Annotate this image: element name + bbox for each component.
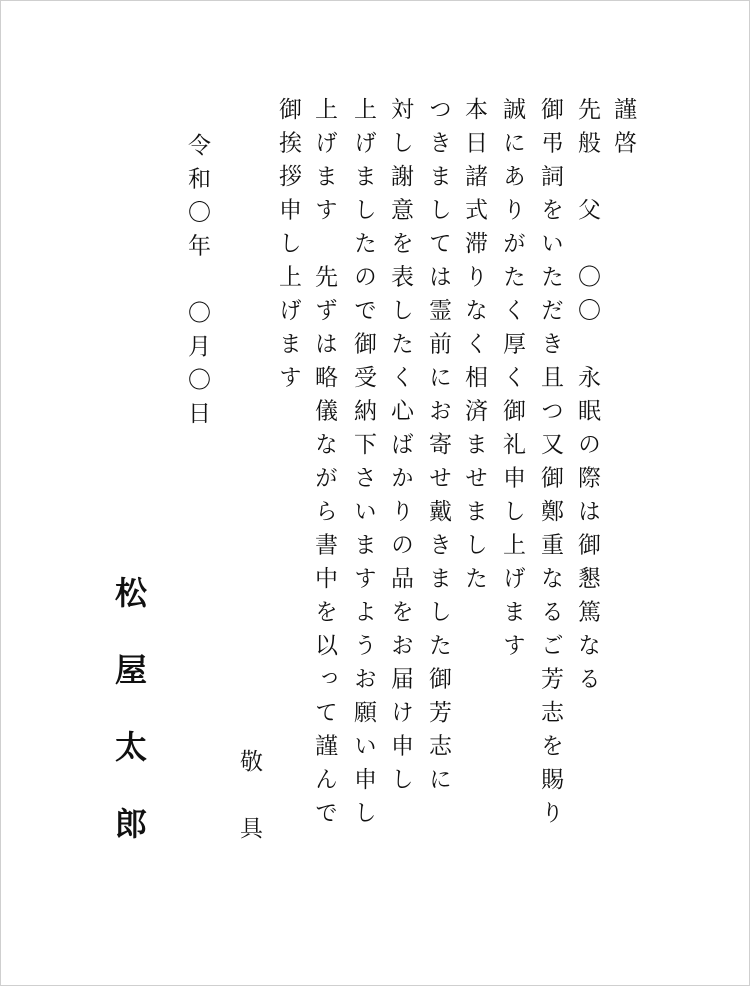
letter-line-8: 上げましたので御受納下さいますようお願い申し xyxy=(350,97,376,834)
letter-line-3: 御弔詞をいただき且つ又御鄭重なるご芳志を賜り xyxy=(537,97,563,834)
closing-keigu: 敬 具 xyxy=(236,749,262,850)
letter-line-9: 上げます 先ずは略儀ながら書中を以って謹んで xyxy=(311,97,337,834)
letter-line-1: 謹啓 xyxy=(610,97,636,164)
letter-line-6: つきましては霊前にお寄せ戴きました御芳志に xyxy=(425,97,451,801)
letter-line-10: 御挨拶申し上げます xyxy=(275,97,301,399)
letter-line-2: 先般 父 〇〇 永眠の際は御懇篤なる xyxy=(574,97,600,700)
letter-line-7: 対し謝意を表したく心ばかりの品をお届け申し xyxy=(387,97,413,801)
letter-line-4: 誠にありがたく厚く御礼申し上げます xyxy=(499,97,525,667)
letter-line-5: 本日諸式滞りなく相済ませました xyxy=(461,97,487,600)
letter-date: 令和〇年 〇月〇日 xyxy=(184,133,210,435)
sender-signature: 松屋太郎 xyxy=(110,576,148,884)
